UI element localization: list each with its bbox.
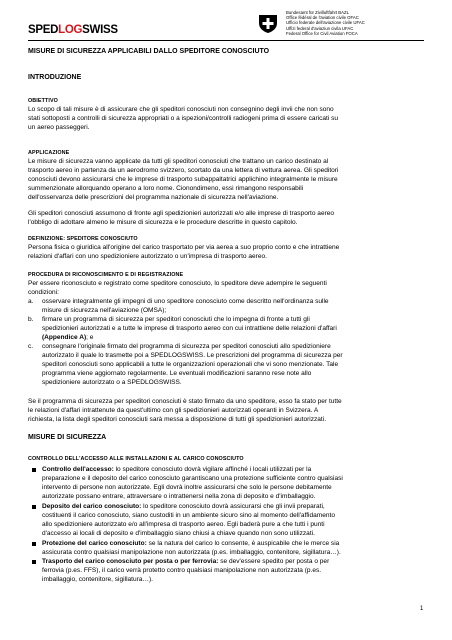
list-item-letter: b. [28, 316, 34, 323]
list-item-letter: a. [28, 298, 34, 305]
text-line: costituenti il carico conosciuto, siano custoditi in un ambiente sicuro sino al momento dell'affidamento [42, 512, 335, 519]
text-line: un aereo passeggeri. [28, 123, 90, 131]
section-heading-misure: MISURE DI SICUREZZA [28, 434, 107, 441]
bullet-square-icon [32, 468, 36, 472]
federal-office-names [286, 10, 365, 36]
authority-line: Bundesamt für Zivilluftfahrt BAZL [286, 10, 350, 15]
section-heading-introduzione: INTRODUZIONE [28, 74, 82, 81]
text-line: Per essere riconosciuto e registrato come speditore conosciuto, lo speditore deve adempire le seguenti [28, 280, 327, 287]
authority-line: Uffizi federal d'aviaziun civila UFAC [286, 25, 354, 31]
text-line: speditori conosciuti sono applicabili a tutte le organizzazioni operazionali che vi sono menzionate. Tale [42, 360, 339, 368]
text-line: summenzionate allorquando operano a loro nome. Cionondimeno, essi rimangono responsabili [28, 184, 304, 192]
text-line: condizioni: [28, 288, 59, 296]
text-fragment: lo speditore conosciuto dovrà assicurarsi che gli invii preparati, [141, 503, 325, 510]
bullet-square-icon [32, 542, 36, 546]
bullet-title: Trasporto del carico conosciuto per posta o per ferrovia: [42, 558, 219, 565]
text-fragment: lo speditore conosciuto dovrà vigilare affinché i locali utilizzati per la [113, 466, 312, 473]
list-item-text [42, 298, 329, 316]
text-line: preparazione e il deposito del carico conosciuto garantiscano una protezione sufficiente contro qualsiasi [42, 475, 343, 482]
text-line: assicurata contro qualsiasi manipolazione non autorizzata (p.es. imballaggio, contenitore, sigillatura…). [42, 549, 341, 556]
text-line [42, 466, 311, 475]
text-line: spedizionieri autorizzati e a tutte le imprese di trasporto aereo con cui intrattiene delle relazioni d'affari [42, 324, 337, 332]
subheading-definizione: DEFINIZIONE: SPEDITORE CONOSCIUTO [28, 236, 138, 242]
paragraph-definizione [28, 244, 424, 262]
text-line: Se il programma di sicurezza per speditori conosciuti è stato firmato da uno speditore, esso fa stato per tutte [28, 398, 342, 405]
authority-line: Federal Office for Civil Aviation FOCA [286, 30, 358, 36]
subheading-obiettivo: OBIETTIVO [28, 98, 58, 104]
text-fragment: se la natura del carico lo consente, è auspicabile che le merce sia [146, 540, 340, 547]
text-line: Le misure di sicurezza vanno applicate da tutti gli speditori conosciuti che trattano un carico destinato al [28, 158, 329, 165]
text-line: allo spedizioniere autorizzato e/o all'impresa di trasporto aereo. Egli baderà pure a che tutti i punti [42, 521, 325, 528]
text-line: autorizzate possano entrare, attraversare o intrattenersi nella zona di deposito e d'imballaggio. [42, 493, 316, 500]
text-line: stati sottoposti a controlli di sicurezza appropriati o a ispezioni/controlli radiogeni prima di essere caricati su [28, 114, 339, 122]
text-line [42, 540, 339, 549]
appendix-reference: (Appendice A) [42, 333, 87, 341]
logo-text-part1: SPED [28, 24, 59, 36]
text-line: intervento di persone non autorizzate. Egli dovrà inoltre assicurarsi che solo le persone debitamente [42, 484, 332, 491]
text-fragment: se dev'essere spedito per posta o per [218, 558, 330, 565]
text-line [42, 503, 325, 512]
text-line: Lo scopo di tali misure è di assicurare che gli speditori conosciuti non consegnino degli invii che non sono [28, 106, 334, 113]
logo-text-part3: SWISS [82, 24, 118, 36]
list-item-text [42, 343, 343, 388]
bullet-square-icon [32, 505, 36, 509]
text-line: relazioni d'affari con uno spedizioniere autorizzato o un'impresa di trasporto aereo. [28, 252, 267, 260]
authority-line: Office fédéral de l'aviation civile OFAC [286, 15, 359, 21]
text-line: richiesta, la lista degli speditori conosciuti sarà messa a disposizione di tutti gli spedizionieri autorizzati. [28, 415, 327, 423]
document-title: MISURE DI SICUREZZA APPLICABILI DALLO SPEDITORE CONOSCIUTO [28, 48, 270, 55]
text-line: ferrovia (p.es. FFS), il carico verrà protetto contro qualsiasi manipolazione non autorizzata (p.es. [42, 567, 322, 574]
subheading-controllo-accesso: CONTROLLO DELL'ACCESSO ALLE INSTALLAZIONI E AL CARICO CONOSCIUTO [28, 456, 244, 462]
authority-line: Ufficio federale dell'aviazione civile UFAC [286, 20, 365, 26]
text-line: consegnare l'originale firmato del programma di sicurezza per speditori conosciuti allo spedizioniere [42, 343, 331, 350]
text-line: Gli speditori conosciuti assumono di fronte agli spedizionieri autorizzati e/o alle imprese di trasporto aereo [28, 210, 335, 217]
text-line [42, 334, 337, 343]
list-item-text [42, 316, 337, 343]
text-line: programma viene aggiornato regolarmente. Le eventuali modificazioni saranno rese note allo [42, 369, 312, 377]
text-line: trasporto aereo in partenza da un aerodromo svizzero, scortato da una lettera di vettura aerea. Gli speditori [28, 166, 339, 174]
paragraph-procedura [28, 280, 424, 298]
text-line: dell'osservanza delle prescrizioni del programma nazionale di sicurezza nell'aviazione. [28, 193, 279, 201]
text-line: spedizioniere autorizzato o a SPEDLOGSWISS. [42, 378, 182, 386]
paragraph-applicazione [28, 158, 424, 203]
text-line: imballaggio, contenitore, sigillatura…). [42, 576, 153, 583]
text-line [42, 558, 329, 567]
page-number: 1 [420, 606, 424, 612]
list-item-letter: c. [28, 343, 34, 350]
subheading-procedura: PROCEDURA DI RICONOSCIMENTO E DI REGISTRAZIONE [28, 272, 184, 278]
swiss-coat-of-arms-icon [257, 12, 279, 34]
text-line: autorizzato il quale lo trasmette poi a SPEDLOGSWISS. Le prescrizioni del programma di sicurezza per [42, 351, 343, 359]
text-line: conosciuti devono assicurarsi che le imprese di trasporto subappaltatrici applichino integralmente le misure [28, 175, 338, 183]
paragraph-closing [28, 398, 424, 425]
header-divider [28, 40, 424, 41]
logo-text-part2: LOG [58, 24, 83, 36]
bullet-title: Deposito del carico conosciuto: [42, 503, 142, 510]
text-line: misure di sicurezza nell'aviazione (OMSA); [42, 306, 167, 314]
bullet-square-icon [32, 560, 36, 564]
bullet-title: Protezione del carico conosciuto: [42, 540, 147, 547]
text-line: le relazioni d'affari intrattenute da quest'ultimo con gli spedizionieri autorizzati operanti in Svizzera. A [28, 406, 319, 414]
text-fragment: ; e [86, 333, 94, 341]
text-line: l'obbligo di adottare almeno le misure di sicurezza e le procedure descritte in questo capitolo. [28, 218, 298, 226]
bullet-title: Controllo dell'accesso: [42, 466, 114, 473]
text-line: d'accesso ai locali di deposito e d'imballaggio siano chiusi a chiave quando non sono utilizzati. [42, 530, 315, 537]
paragraph-applicazione-2 [28, 210, 424, 228]
paragraph-obiettivo [28, 106, 424, 133]
text-line: Persona fisica o giuridica all'origine del carico trasportato per via aerea a suo proprio conto e che intrattiene [28, 244, 340, 251]
subheading-applicazione: APPLICAZIONE [28, 150, 70, 156]
text-line: osservare integralmente gli impegni di uno speditore conosciuto come descritto nell'ordinanza sulle [42, 298, 329, 305]
text-line: firmare un programma di sicurezza per speditori conosciuti che lo impegna di fronte a tutti gli [42, 316, 310, 323]
